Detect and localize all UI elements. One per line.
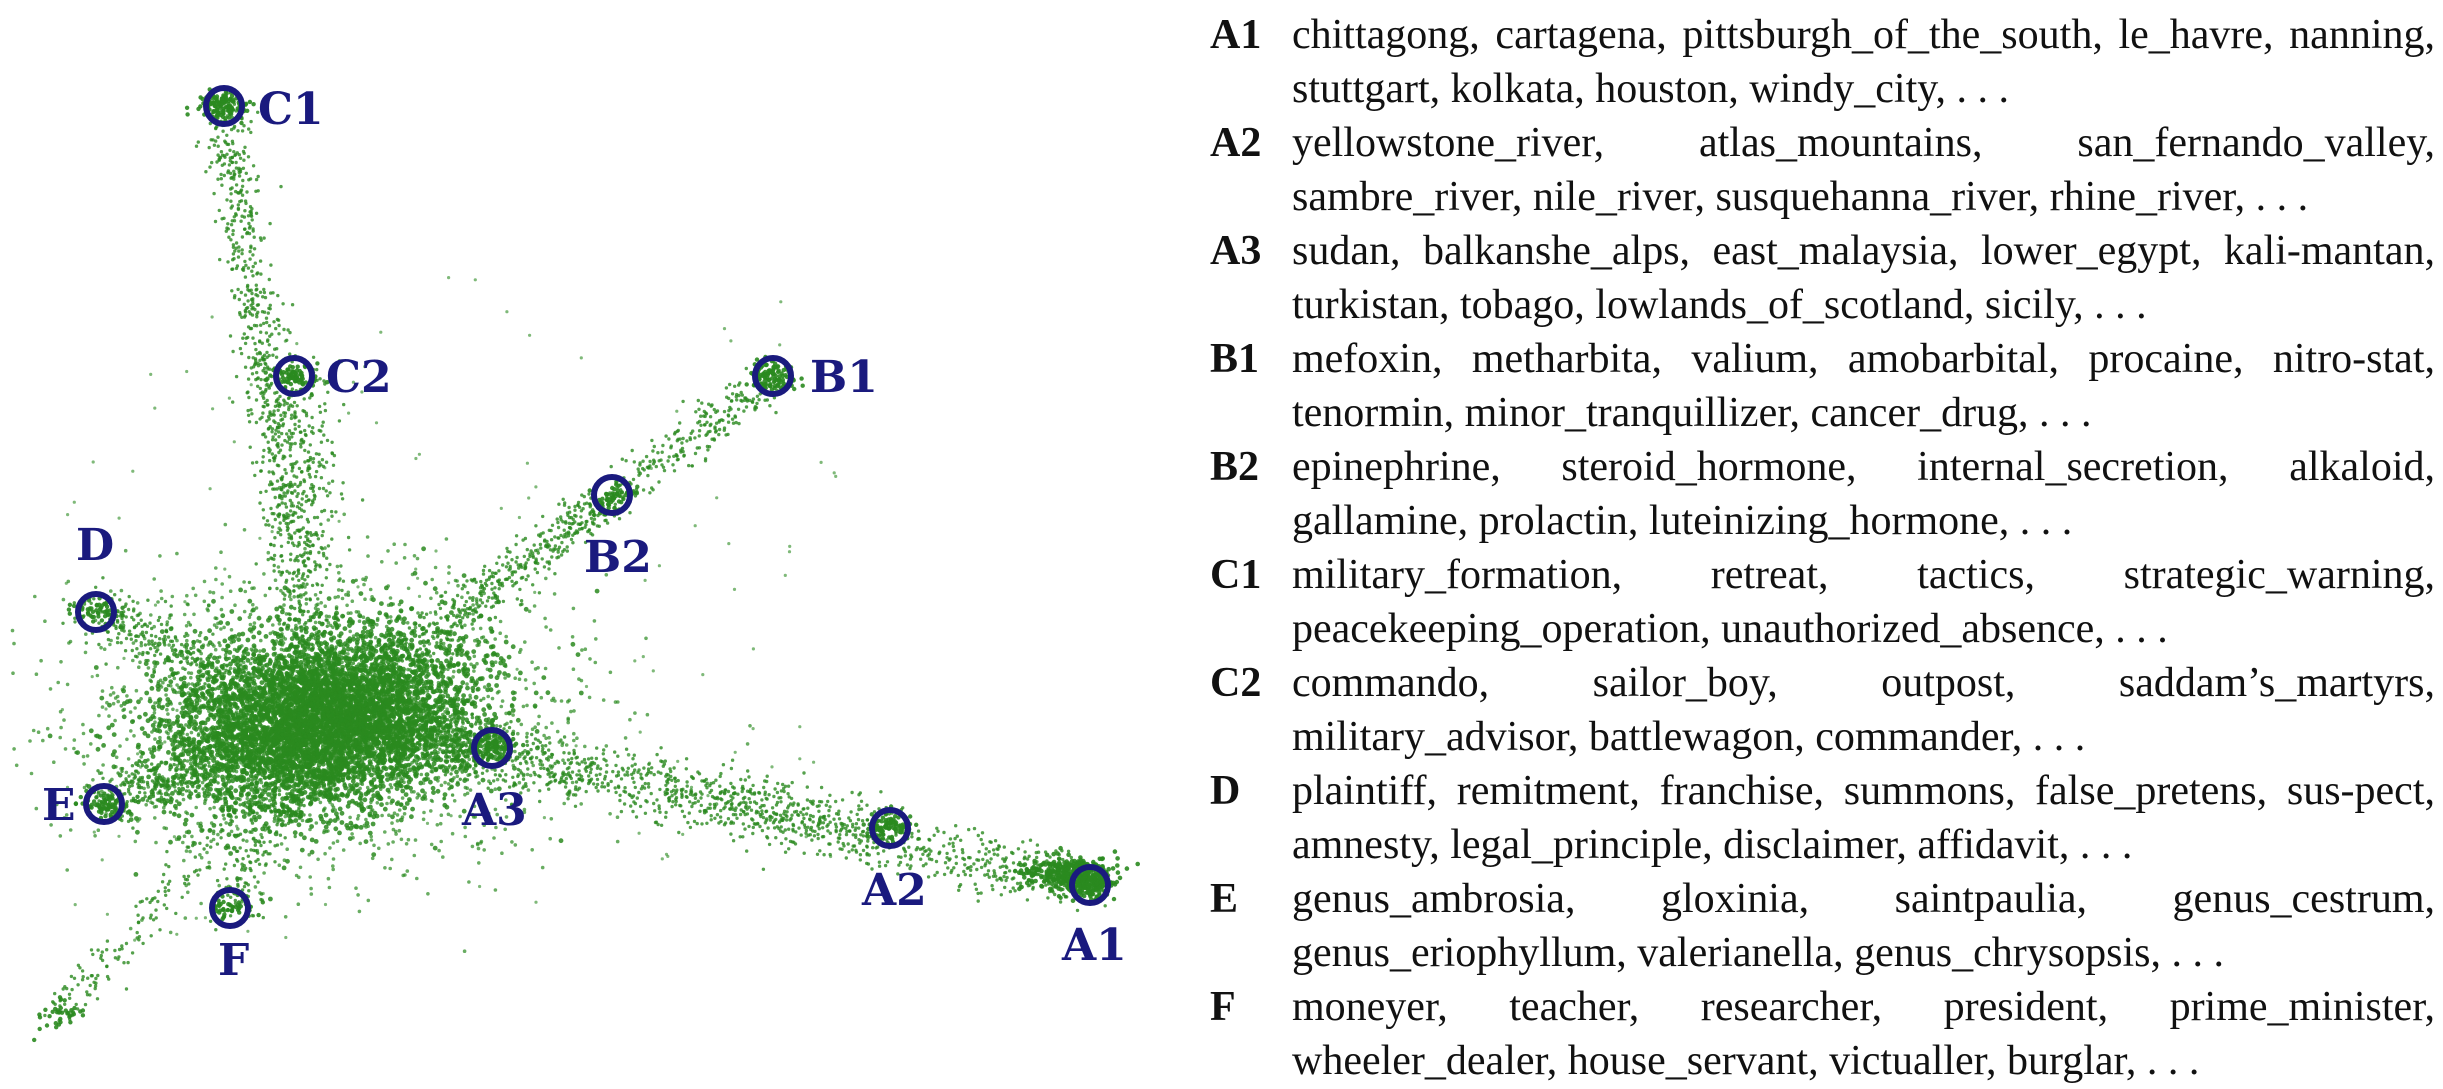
legend-entry-c2 <box>1210 656 2435 764</box>
legend-key: D <box>1210 768 1241 814</box>
legend-key: B2 <box>1210 444 1260 490</box>
cluster-label-a1: A1 <box>1062 920 1127 971</box>
legend-key: C2 <box>1210 660 1262 706</box>
cluster-label-a3: A3 <box>462 785 527 836</box>
legend-terms: mefoxin, metharbita, valium, amobarbital, procaine, nitro-stat, tenormin, minor_tranquillizer, cancer_drug, . . . <box>1292 336 2435 436</box>
legend-terms: sudan, balkanshe_alps, east_malaysia, lower_egypt, kali-mantan, turkistan, tobago, lowlands_of_scotland, sicily, . . . <box>1292 228 2435 328</box>
legend-key: B1 <box>1210 336 1260 382</box>
cluster-label-b1: B1 <box>810 352 878 403</box>
cluster-label-c2: C2 <box>326 352 392 403</box>
legend-entry-a1 <box>1210 8 2435 116</box>
legend-key: A1 <box>1210 12 1262 58</box>
legend-terms: plaintiff, remitment, franchise, summons, false_pretens, sus-pect, amnesty, legal_principle, disclaimer, affidavit, . . . <box>1292 768 2435 868</box>
legend-terms: yellowstone_river, atlas_mountains, san_fernando_valley, sambre_river, nile_river, susquehanna_river, rhine_river, . . . <box>1292 120 2435 220</box>
cluster-label-d: D <box>76 520 115 571</box>
legend-terms: genus_ambrosia, gloxinia, saintpaulia, genus_cestrum, genus_eriophyllum, valerianella, genus_chrysopsis, . . . <box>1292 876 2435 976</box>
legend-entry-a2 <box>1210 116 2435 224</box>
legend-entry-c1 <box>1210 548 2435 656</box>
legend-entry-a3 <box>1210 224 2435 332</box>
legend-entry-b2 <box>1210 440 2435 548</box>
legend-key: A3 <box>1210 228 1262 274</box>
legend-terms: moneyer, teacher, researcher, president, prime_minister, wheeler_dealer, house_servant, victualler, burglar, . . . <box>1292 984 2435 1084</box>
legend-terms: commando, sailor_boy, outpost, saddam’s_martyrs, military_advisor, battlewagon, commander, . . . <box>1292 660 2435 760</box>
cluster-label-b2: B2 <box>584 532 652 583</box>
legend-entry-f <box>1210 980 2435 1088</box>
scatter-figure <box>0 0 1180 1089</box>
scatter-plot <box>0 0 1180 1089</box>
cluster-legend <box>1210 8 2435 1088</box>
embedding-points <box>11 87 1140 1042</box>
legend-key: A2 <box>1210 120 1262 166</box>
legend-terms: military_formation, retreat, tactics, strategic_warning, peacekeeping_operation, unauthorized_absence, . . . <box>1292 552 2435 652</box>
legend-entry-e <box>1210 872 2435 980</box>
legend-key: E <box>1210 876 1239 922</box>
cluster-label-a2: A2 <box>862 865 927 916</box>
cluster-label-f: F <box>218 935 250 986</box>
legend-key: C1 <box>1210 552 1262 598</box>
legend-terms: epinephrine, steroid_hormone, internal_secretion, alkaloid, gallamine, prolactin, luteinizing_hormone, . . . <box>1292 444 2435 544</box>
cluster-markers <box>42 84 1127 986</box>
legend-entry-d <box>1210 764 2435 872</box>
cluster-label-e: E <box>42 780 76 831</box>
legend-entry-b1 <box>1210 332 2435 440</box>
cluster-label-c1: C1 <box>258 84 324 135</box>
legend-key: F <box>1210 984 1236 1030</box>
legend-terms: chittagong, cartagena, pittsburgh_of_the_south, le_havre, nanning, stuttgart, kolkata, houston, windy_city, . . . <box>1292 12 2435 112</box>
